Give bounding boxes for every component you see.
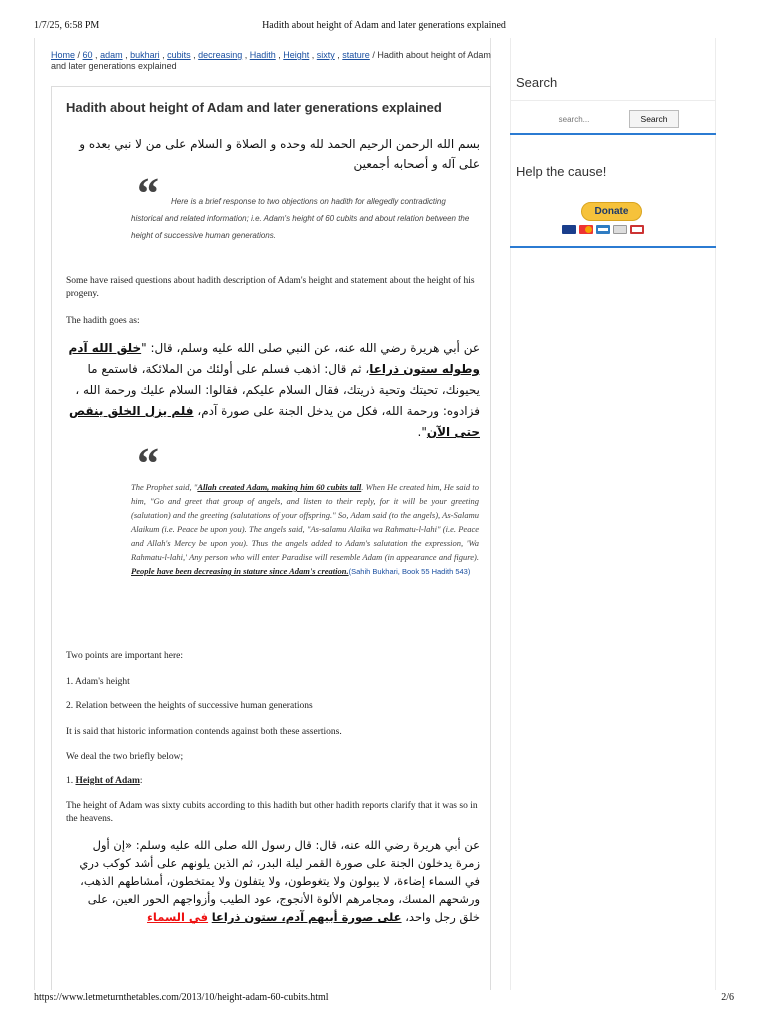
paragraph-two-points: Two points are important here:	[66, 651, 183, 661]
search-button[interactable]: Search	[629, 110, 679, 128]
breadcrumb-tag-60[interactable]: 60	[82, 50, 93, 60]
print-header	[34, 20, 734, 34]
hadith2-arabic-highlight: على صورة أبيهم آدم، ستون ذراعا	[211, 910, 402, 924]
translation-a: The Prophet said, "	[131, 482, 198, 492]
breadcrumb-tag-cubits[interactable]: cubits	[167, 50, 191, 60]
summary-blockquote	[131, 193, 479, 244]
print-footer	[34, 992, 734, 1006]
summary-line-1: Here is a brief response to two objections on hadith for allegedly contradicting	[171, 197, 446, 206]
translation-highlight-1: Allah created Adam, making him 60 cubits tall	[197, 482, 362, 492]
cause-widget-underline	[510, 246, 716, 248]
breadcrumb-tag-stature[interactable]: stature	[342, 50, 370, 60]
hadith-translation-blockquote	[131, 480, 479, 579]
hadith-arabic	[66, 338, 480, 443]
hadith-arabic-a: عن أبي هريرة رضي الله عنه، عن النبي صلى الله عليه وسلم، قال: "	[141, 341, 480, 355]
print-date: 1/7/25, 6:58 PM	[34, 20, 100, 31]
section-number: 1.	[66, 776, 76, 786]
donate-button[interactable]: Donate	[581, 202, 642, 221]
hadith-arabic-highlight-2: فلم يزل الخلق ينقص حتى الآن	[69, 404, 480, 439]
breadcrumb-home[interactable]: Home	[51, 50, 76, 60]
sidebar-frame	[510, 38, 716, 990]
print-page-number: 2/6	[721, 992, 734, 1003]
breadcrumb-tag-decreasing[interactable]: decreasing	[198, 50, 243, 60]
search-widget-title: Search	[516, 75, 558, 90]
amex-icon	[596, 225, 610, 234]
summary-line-2: historical and related information; i.e. Adam's height of 60 cubits and about relation between the	[131, 214, 470, 223]
summary-line-3: height of successive human generations.	[131, 231, 276, 240]
visa-icon	[562, 225, 576, 234]
paypal-icon	[630, 225, 644, 234]
paragraph-historic: It is said that historic information contends against both these assertions.	[66, 727, 342, 737]
hadith2-arabic-red-highlight: في السماء	[147, 910, 209, 924]
hadith-arabic-e: ".	[417, 425, 427, 439]
translation-c: . When He created him, He said to him, "Go and greet that group of angels, and listen to their reply, for it will be your greeting (salutation) and the greeting (salutations of your offspring." So, Adam said (to the angels), As-Salamu Alaikum (i.e. Peace be upon you). The angels said, "As-salamu Alaika wa Rahmatu-l-lahi" (i.e. Peace and Allah's Mercy be upon you). Thus the angels added to Adam's salutation the expression, 'Wa Rahmatu-l-lahi,' Any person who will enter Paradise will resemble Adam (in appearance and figure).	[131, 482, 479, 562]
search-widget-divider	[510, 100, 716, 101]
post-title: Hadith about height of Adam and later generations explained	[66, 100, 442, 115]
section-heading-height-of-adam	[66, 775, 143, 788]
paragraph-sixty-cubits: The height of Adam was sixty cubits according to this hadith but other hadith reports clarify that it was so in the heavens.	[66, 801, 478, 824]
hadith-arabic-c: ، ثم قال: اذهب فسلم على أولئك من الملائكة، فاستمع ما يحيونك، تحيتك وتحية ذريتك، فقال السلام عليكم، فقالوا: السلام عليك ورحمة الله ، فزادوه: ورحمة الله، فكل من يدخل الجنة على صورة آدم،	[75, 362, 480, 418]
mastercard-icon	[579, 225, 593, 234]
search-widget-underline	[510, 133, 716, 135]
translation-highlight-2: People have been decreasing in stature since Adam's creation.	[131, 566, 349, 576]
quote-mark-icon: “	[137, 439, 159, 488]
section-colon: :	[139, 776, 143, 786]
intro-arabic: بسم الله الرحمن الرحيم الحمد لله وحده و الصلاة و السلام على من لا نبي بعده و على آله و أصحابه أجمعين	[79, 137, 480, 171]
point-1: 1. Adam's height	[66, 677, 130, 687]
quote-mark-icon: “	[137, 169, 159, 218]
hadith2-arabic	[66, 836, 480, 926]
paragraph-hadith-goes: The hadith goes as:	[66, 316, 140, 326]
breadcrumb-tag-sixty[interactable]: sixty	[316, 50, 335, 60]
breadcrumb-tag-bukhari[interactable]: bukhari	[130, 50, 160, 60]
breadcrumb-tag-hadith[interactable]: Hadith	[249, 50, 276, 60]
breadcrumb-tag-adam[interactable]: adam	[100, 50, 123, 60]
hadith2-arabic-a: عن أبي هريرة رضي الله عنه، قال: قال رسول الله صلى الله عليه وسلم: «إن أول زمرة يدخلون الجنة على صورة القمر ليلة البدر، ثم الذين يلونهم على أشد كوكب دري في السماء إضاءة، لا يبولون ولا يتغوطون، ولا يتفلون ولا يمتخطون، أمشاطهم الذهب، ورشحهم المسك، ومجامرهم الألوة الأنجوج، عود الطيب وأزواجهم الحور العين، على خلق رجل واحد،	[79, 838, 480, 924]
paragraph-deal-below: We deal the two briefly below;	[66, 752, 184, 762]
point-2: 2. Relation between the heights of successive human generations	[66, 701, 313, 711]
discover-icon	[613, 225, 627, 234]
search-input[interactable]	[528, 111, 620, 127]
breadcrumb: Home / 60 , adam , bukhari , cubits , decreasing , Hadith , Height , sixty , stature / Hadith about height of Adam and later generations explained	[51, 50, 491, 71]
print-title: Hadith about height of Adam and later generations explained	[262, 20, 506, 31]
breadcrumb-tag-height[interactable]: Height	[283, 50, 310, 60]
help-cause-title: Help the cause!	[516, 164, 607, 179]
section-heading-text: Height of Adam	[75, 776, 140, 786]
breadcrumb-current: Hadith about height of Adam and later generations explained	[51, 50, 491, 71]
print-url: https://www.letmeturnthetables.com/2013/10/height-adam-60-cubits.html	[34, 992, 329, 1003]
paragraph-intro: Some have raised questions about hadith description of Adam's height and statement about the height of his progeny.	[66, 276, 475, 299]
hadith-arabic-highlight-1: خلق الله آدم وطوله ستون ذراعا	[68, 341, 480, 376]
translation-citation: (Sahih Bukhari, Book 55 Hadith 543)	[348, 567, 471, 576]
